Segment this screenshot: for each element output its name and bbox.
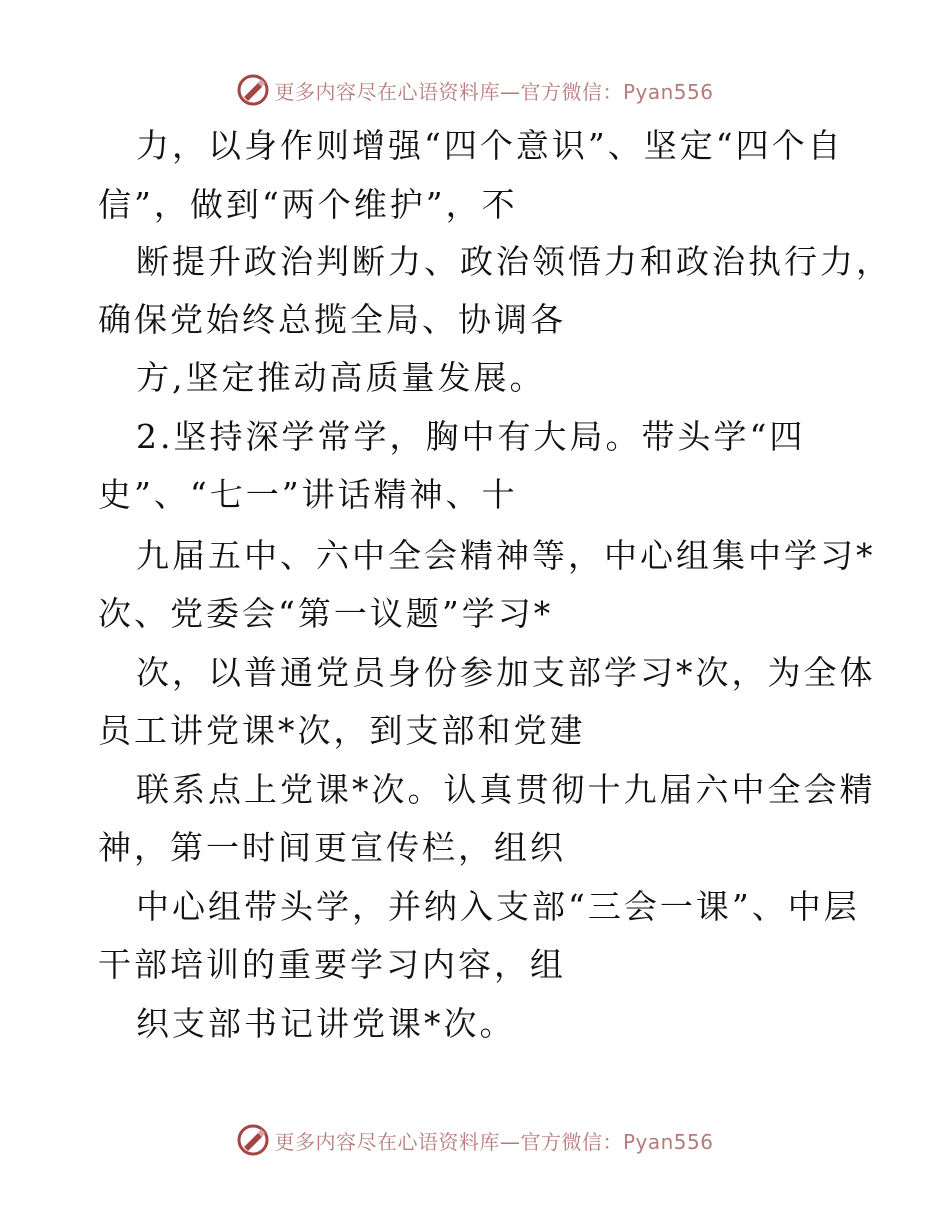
body-line: 史”、“七一”讲话精神、十	[98, 475, 518, 514]
body-line: 断提升政治判断力、政治领悟力和政治执行力，	[136, 242, 892, 281]
pen-seal-logo-icon	[236, 1123, 270, 1157]
body-line: 员工讲党课*次，到支部和党建	[98, 711, 586, 750]
body-line: 次、党委会“第一议题”学习*	[98, 594, 554, 633]
body-line: 联系点上党课*次。认真贯彻十九届六中全会精	[136, 770, 876, 809]
header-banner-text: 更多内容尽在心语资料库—官方微信：Pyan556	[274, 79, 714, 104]
body-line: 确保党始终总揽全局、协调各	[98, 300, 566, 339]
body-line: 信”，做到“两个维护”，不	[98, 185, 518, 224]
body-line: 干部培训的重要学习内容，组	[98, 945, 566, 984]
body-line: 织支部书记讲党课*次。	[136, 1004, 516, 1043]
body-line: 方,坚定推动高质量发展。	[136, 358, 546, 397]
footer-banner	[0, 1120, 950, 1160]
header-banner	[0, 70, 950, 110]
footer-banner-text: 更多内容尽在心语资料库—官方微信：Pyan556	[274, 1129, 714, 1154]
body-line: 中心组带头学，并纳入支部“三会一课”、中层	[136, 887, 860, 926]
body-line: 2.坚持深学常学，胸中有大局。带头学“四	[136, 417, 806, 456]
body-line: 九届五中、六中全会精神等，中心组集中学习*	[136, 536, 876, 575]
body-line: 力，以身作则增强“四个意识”、坚定“四个自	[136, 126, 844, 165]
pen-seal-logo-icon	[236, 73, 270, 107]
body-line: 次，以普通党员身份参加支部学习*次，为全体	[136, 653, 876, 692]
body-line: 神，第一时间更宣传栏，组织	[98, 828, 566, 867]
